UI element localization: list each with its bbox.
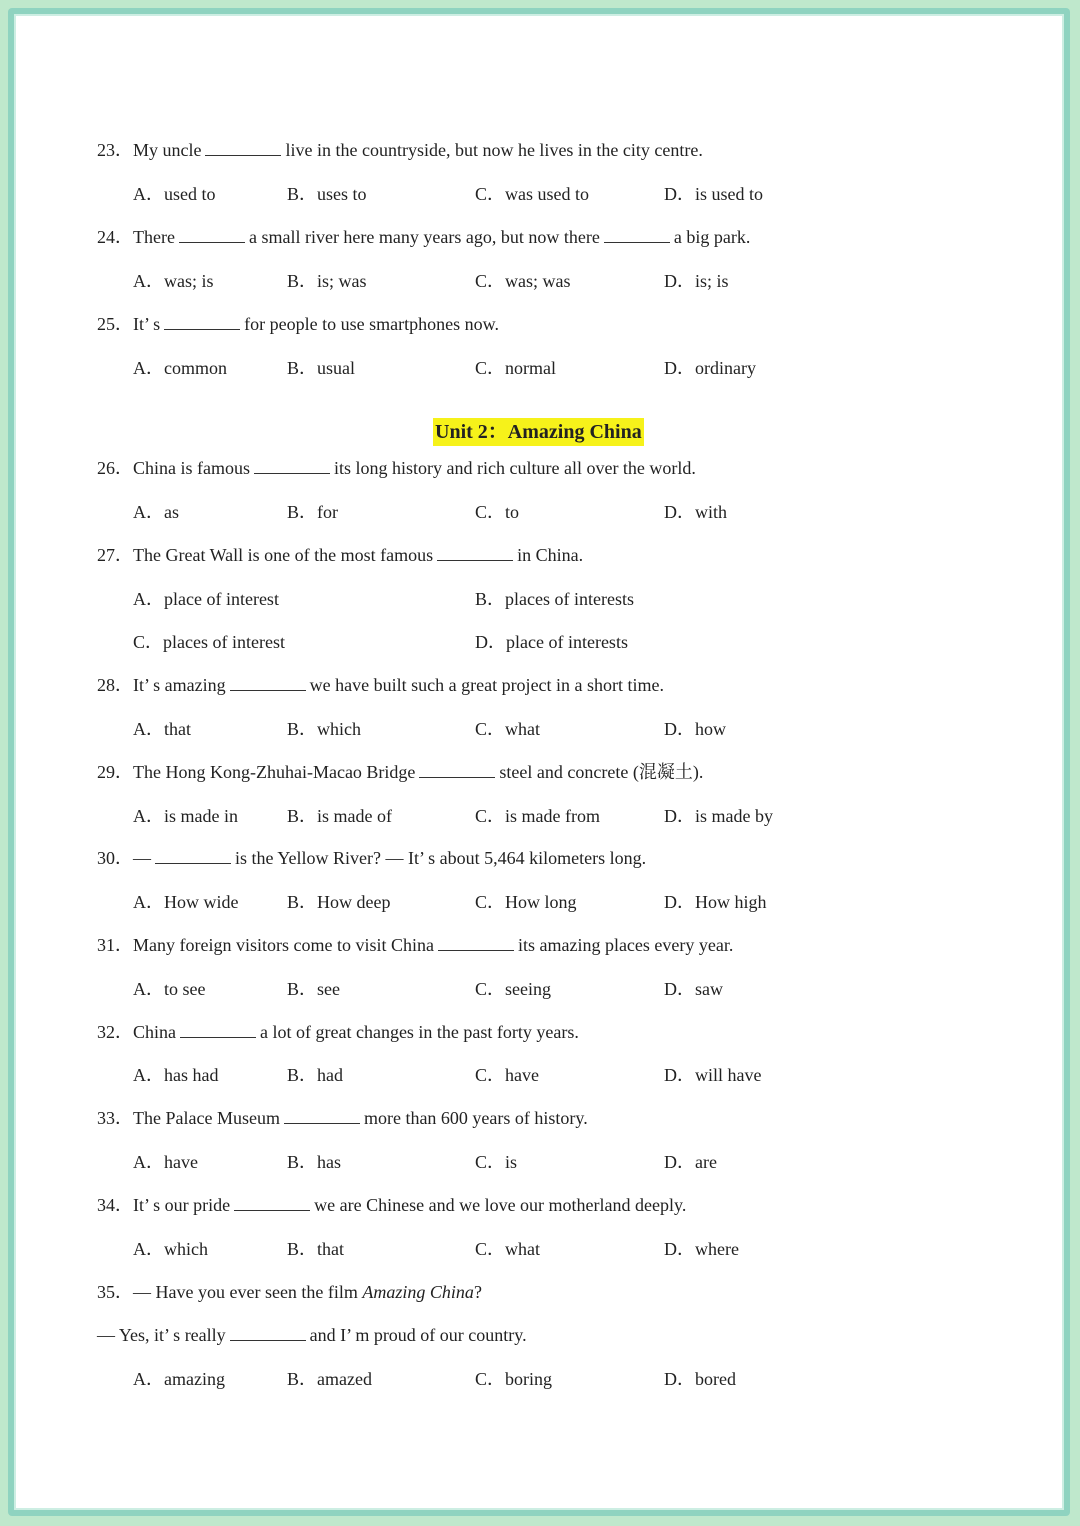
question-number: 26． [97,458,133,478]
option-b[interactable]: B．amazed [287,1369,372,1389]
answer-blank[interactable] [437,546,513,561]
option-c[interactable]: C．to [475,502,520,522]
option-c[interactable]: C．is made from [475,806,600,826]
option-b[interactable]: B．for [287,502,338,522]
option-a[interactable]: A．used to [133,184,216,204]
option-b[interactable]: B．places of interests [475,589,634,609]
option-d[interactable]: D．ordinary [664,358,756,378]
question-28: 28．It’ s amazing we have built such a great project in a short time. [97,675,665,695]
option-c[interactable]: C．is [475,1152,518,1172]
option-d[interactable]: D．are [664,1152,717,1172]
answer-blank[interactable] [284,1109,360,1124]
question-34: 34．It’ s our pride we are Chinese and we love our motherland deeply. [97,1195,687,1215]
option-b[interactable]: B．had [287,1065,343,1085]
option-a[interactable]: A．How wide [133,892,239,912]
question-35-response: — Yes, it’ s really and I’ m proud of our country. [97,1325,527,1345]
question-number: 23． [97,140,133,160]
option-a[interactable]: A．that [133,719,191,739]
option-a[interactable]: A．is made in [133,806,238,826]
option-d[interactable]: D．how [664,719,726,739]
question-27: 27．The Great Wall is one of the most famous in China. [97,545,584,565]
option-b[interactable]: B．see [287,979,340,999]
question-29: 29．The Hong Kong-Zhuhai-Macao Bridge steel and concrete (混凝土). [97,762,704,782]
option-b[interactable]: B．is made of [287,806,392,826]
question-31: 31．Many foreign visitors come to visit China its amazing places every year. [97,935,734,955]
option-b[interactable]: B．which [287,719,361,739]
question-number: 30． [97,848,133,868]
option-a[interactable]: A．was; is [133,271,214,291]
option-a[interactable]: A．has had [133,1065,219,1085]
option-a[interactable]: A．common [133,358,227,378]
option-c[interactable]: C．have [475,1065,539,1085]
option-c[interactable]: C．was; was [475,271,571,291]
option-b[interactable]: B．has [287,1152,341,1172]
option-d[interactable]: D．place of interests [475,632,628,652]
question-30: 30．— is the Yellow River? — It’ s about 5,464 kilometers long. [97,848,647,868]
film-title: Amazing China [362,1282,474,1302]
question-number: 25． [97,314,133,334]
option-b[interactable]: B．How deep [287,892,391,912]
option-d[interactable]: D．where [664,1239,739,1259]
answer-blank[interactable] [205,141,281,156]
option-d[interactable]: D．is; is [664,271,729,291]
option-b[interactable]: B．usual [287,358,356,378]
answer-blank[interactable] [230,1326,306,1341]
answer-blank[interactable] [254,459,330,474]
option-d[interactable]: D．How high [664,892,767,912]
option-c[interactable]: C．seeing [475,979,551,999]
option-a[interactable]: A．to see [133,979,206,999]
answer-blank[interactable] [155,849,231,864]
question-23: 23．My uncle live in the countryside, but now he lives in the city centre. [97,140,703,160]
option-b[interactable]: B．uses to [287,184,367,204]
option-a[interactable]: A．as [133,502,179,522]
option-d[interactable]: D．bored [664,1369,736,1389]
question-number: 31． [97,935,133,955]
option-c[interactable]: C．normal [475,358,556,378]
question-number: 35． [97,1282,133,1302]
option-d[interactable]: D．is used to [664,184,763,204]
option-d[interactable]: D．saw [664,979,723,999]
option-d[interactable]: D．with [664,502,727,522]
option-c[interactable]: C．what [475,1239,540,1259]
option-a[interactable]: A．have [133,1152,198,1172]
answer-blank[interactable] [234,1196,310,1211]
option-c[interactable]: C．How long [475,892,577,912]
question-33: 33．The Palace Museum more than 600 years of history. [97,1108,588,1128]
unit-title: Unit 2：Amazing China [433,418,644,446]
answer-blank[interactable] [604,228,670,243]
question-24: 24．There a small river here many years ago, but now there a big park. [97,227,751,247]
question-25: 25．It’ s for people to use smartphones now. [97,314,499,334]
question-35: 35．— Have you ever seen the film Amazing China? [97,1282,482,1302]
question-number: 27． [97,545,133,565]
option-a[interactable]: A．amazing [133,1369,225,1389]
answer-blank[interactable] [230,676,306,691]
answer-blank[interactable] [419,763,495,778]
answer-blank[interactable] [438,936,514,951]
question-number: 34． [97,1195,133,1215]
option-c[interactable]: C．places of interest [133,632,285,652]
option-b[interactable]: B．is; was [287,271,367,291]
option-b[interactable]: B．that [287,1239,344,1259]
question-26: 26．China is famous its long history and rich culture all over the world. [97,458,696,478]
answer-blank[interactable] [179,228,245,243]
option-a[interactable]: A．place of interest [133,589,279,609]
answer-blank[interactable] [180,1023,256,1038]
question-number: 33． [97,1108,133,1128]
answer-blank[interactable] [164,315,240,330]
option-d[interactable]: D．will have [664,1065,762,1085]
question-32: 32．China a lot of great changes in the past forty years. [97,1022,579,1042]
option-d[interactable]: D．is made by [664,806,773,826]
option-a[interactable]: A．which [133,1239,208,1259]
question-number: 28． [97,675,133,695]
question-number: 29． [97,762,133,782]
option-c[interactable]: C．was used to [475,184,589,204]
question-number: 24． [97,227,133,247]
option-c[interactable]: C．what [475,719,540,739]
option-c[interactable]: C．boring [475,1369,553,1389]
question-number: 32． [97,1022,133,1042]
